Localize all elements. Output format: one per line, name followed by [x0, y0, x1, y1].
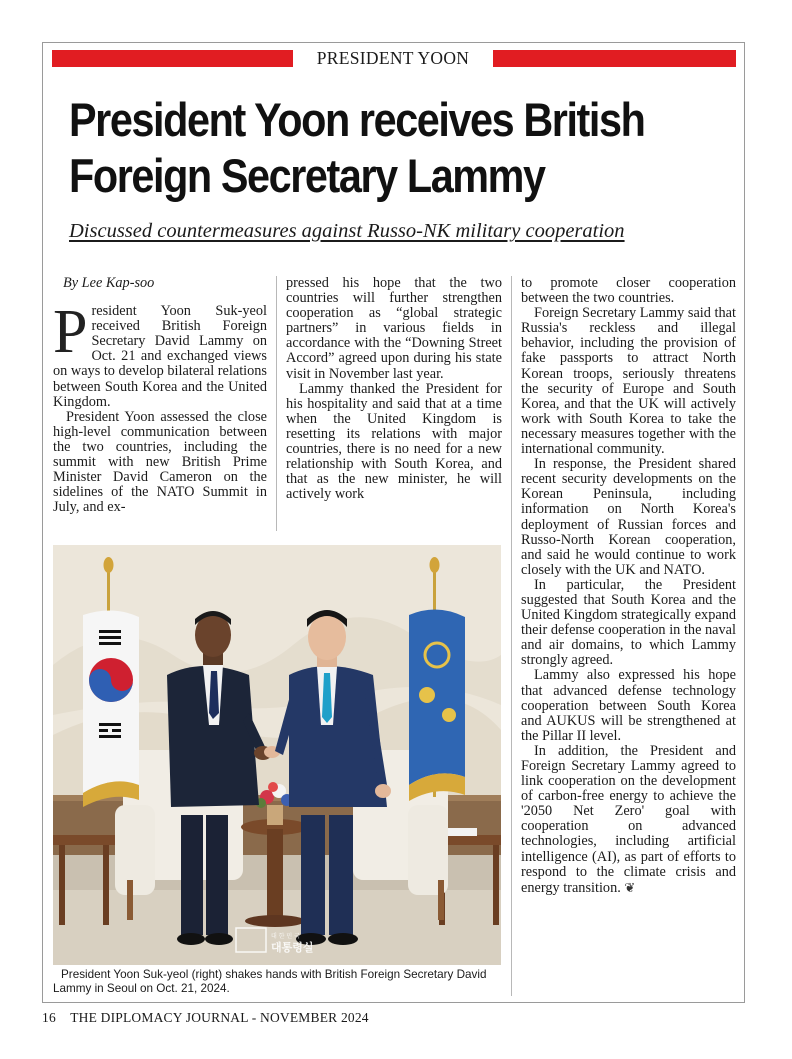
- paragraph: In addition, the President and Foreign Secretary Lammy agreed to link cooperation on the development of carbon-free energy to achieve the '2050 Net Zero' goal with cooperation on advanced technologies, including artificial intelligence (AI), as part of efforts to respond to the climate crisis and energy transition. ❦: [521, 742, 736, 896]
- paragraph: President Yoon assessed the close high-level communication between the two countries, including the summit with new British Prime Minister David Cameron on the sidelines of the NATO Summit in July, and ex-: [53, 408, 267, 516]
- photo-illustration: [53, 545, 501, 965]
- column-rule: [276, 276, 277, 531]
- footer: [42, 1010, 369, 1026]
- section-bar-left: [52, 50, 293, 67]
- article-photo: [53, 545, 501, 965]
- paragraph: President Yoon Suk-yeol received British Foreign Secretary David Lammy on Oct. 21 and exchanged views on ways to develop bilateral relations between South Korea and the United Kingdom.: [53, 298, 267, 410]
- paragraph: pressed his hope that the two countries will further strengthen cooperation as “global strategic partners” in various fields in accordance with the “Downing Street Accord” agreed upon during his state visit in November last year.: [286, 275, 502, 382]
- headline: President Yoon receives British Foreign Secretary Lammy: [69, 93, 645, 202]
- paragraph: Foreign Secretary Lammy said that Russia's reckless and illegal behavior, including the provision of fake passports to attract North Korean troops, seriously threatens the security of Europe and South Korea, and that the UK will actively work with South Korea to take the necessary measures together with the international community.: [521, 305, 736, 458]
- paragraph: to promote closer cooperation between the two countries.: [521, 275, 736, 307]
- paragraph: Lammy thanked the President for his hospitality and said that at a time when the United Kingdom is resetting its relations with major countries, there is no need for a new relationship with South Korea, and that as the new minister, he will actively work: [286, 380, 502, 503]
- page-number: 16: [42, 1010, 56, 1025]
- publication-name: THE DIPLOMACY JOURNAL - NOVEMBER 2024: [70, 1010, 369, 1025]
- byline: By Lee Kap-soo: [63, 275, 155, 291]
- article-column-1: [53, 276, 267, 515]
- section-label: PRESIDENT YOON: [316, 48, 470, 68]
- end-mark-icon: ❦: [624, 879, 636, 895]
- watermark-text: 대통령실: [271, 941, 314, 954]
- paragraph: In response, the President shared recent security developments on the Korean Peninsula, including information on North Korea's deployment of Russian forces and Russo-North Korean cooperation, and said he would continue to work closely with the UK and NATO.: [521, 456, 736, 578]
- drop-cap: P: [53, 298, 88, 367]
- section-bar-right: [493, 50, 736, 67]
- article-column-3: [521, 276, 736, 896]
- watermark-small: 대 한 민 국: [271, 933, 300, 940]
- article-column-2: [286, 276, 502, 502]
- paragraph: In particular, the President suggested that South Korea and the United Kingdom strategically expand their defense cooperation in the naval and air domains, to which Lammy strongly agreed.: [521, 576, 736, 669]
- deck-subtitle: Discussed countermeasures against Russo-NK military cooperation: [69, 220, 625, 242]
- photo-caption: President Yoon Suk-yeol (right) shakes hands with British Foreign Secretary David Lammy in Seoul on Oct. 21, 2024.: [53, 968, 487, 995]
- paragraph: Lammy also expressed his hope that advanced defense technology cooperation between South Korea and AUKUS will be strengthened at the Pillar II level.: [521, 667, 736, 744]
- column-rule: [511, 276, 512, 996]
